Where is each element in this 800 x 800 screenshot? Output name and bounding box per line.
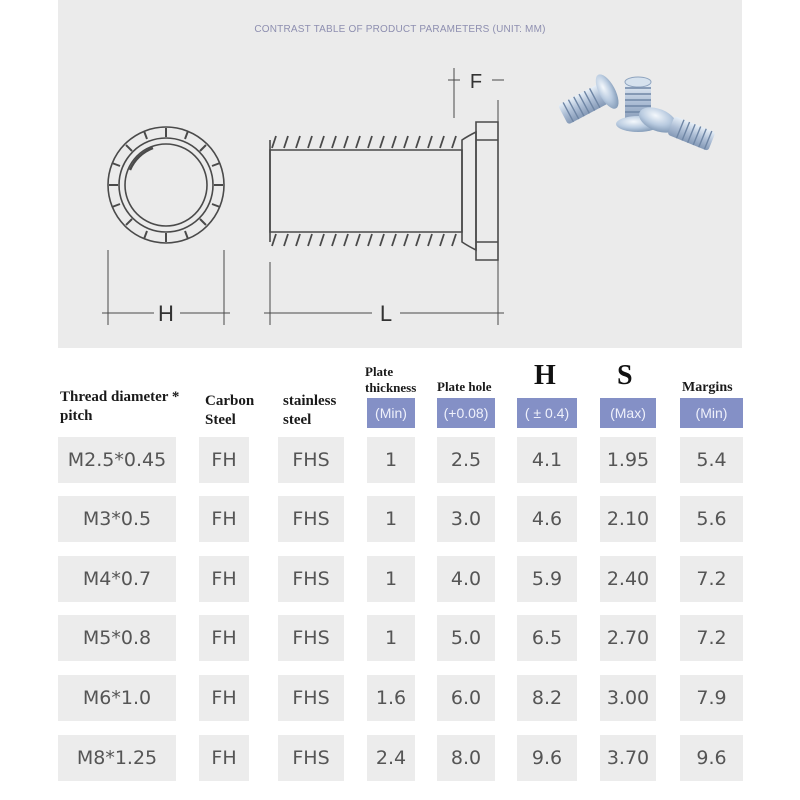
unit-s: (Max) <box>600 398 656 428</box>
dimension-label-f: F <box>469 71 483 93</box>
cell-carbon: FH <box>199 556 249 602</box>
header-h: H <box>534 360 556 391</box>
cell-margins: 9.6 <box>680 735 743 781</box>
diagram-title: CONTRAST TABLE OF PRODUCT PARAMETERS (UNIT: MM) <box>254 24 546 35</box>
cell-h: 9.6 <box>517 735 577 781</box>
cell-plate-hole: 3.0 <box>437 496 495 542</box>
cell-plate-hole: 2.5 <box>437 437 495 483</box>
dimension-label-h: H <box>158 301 174 326</box>
cell-carbon: FH <box>199 735 249 781</box>
cell-plate-hole: 5.0 <box>437 615 495 661</box>
cell-margins: 5.6 <box>680 496 743 542</box>
cell-h: 4.1 <box>517 437 577 483</box>
unit-h: ( ± 0.4) <box>517 398 577 428</box>
cell-stainless: FHS <box>278 437 344 483</box>
cell-plate-hole: 6.0 <box>437 675 495 721</box>
cell-margins: 5.4 <box>680 437 743 483</box>
cell-margins: 7.9 <box>680 675 743 721</box>
cell-s: 3.00 <box>600 675 656 721</box>
cell-thread: M6*1.0 <box>58 675 176 721</box>
cell-stainless: FHS <box>278 735 344 781</box>
cell-thread: M8*1.25 <box>58 735 176 781</box>
header-margins: Margins <box>682 380 733 395</box>
unit-plate-thickness: (Min) <box>367 398 415 428</box>
cell-s: 1.95 <box>600 437 656 483</box>
cell-s: 3.70 <box>600 735 656 781</box>
cell-carbon: FH <box>199 615 249 661</box>
end-view-drawing <box>102 127 230 325</box>
cell-thread: M5*0.8 <box>58 615 176 661</box>
cell-s: 2.70 <box>600 615 656 661</box>
cell-h: 4.6 <box>517 496 577 542</box>
cell-s: 2.40 <box>600 556 656 602</box>
cell-h: 5.9 <box>517 556 577 602</box>
cell-plate-thickness: 1.6 <box>367 675 415 721</box>
header-s: S <box>617 360 633 391</box>
cell-s: 2.10 <box>600 496 656 542</box>
cell-plate-hole: 4.0 <box>437 556 495 602</box>
product-photo <box>554 71 716 152</box>
unit-plate-hole: (+0.08) <box>437 398 495 428</box>
side-view-drawing <box>264 68 504 325</box>
cell-plate-thickness: 1 <box>367 556 415 602</box>
cell-plate-thickness: 1 <box>367 496 415 542</box>
cell-margins: 7.2 <box>680 556 743 602</box>
cell-plate-thickness: 2.4 <box>367 735 415 781</box>
cell-stainless: FHS <box>278 675 344 721</box>
dimension-label-l: L <box>379 301 393 326</box>
cell-stainless: FHS <box>278 496 344 542</box>
header-plate-thickness: Plate thickness <box>365 364 417 396</box>
header-plate-hole: Plate hole <box>437 379 492 394</box>
stud-drawing <box>58 0 742 348</box>
header-thread: Thread diameter * pitch <box>60 389 180 424</box>
cell-plate-thickness: 1 <box>367 615 415 661</box>
cell-plate-hole: 8.0 <box>437 735 495 781</box>
cell-plate-thickness: 1 <box>367 437 415 483</box>
header-stainless-steel: stainless steel <box>283 393 337 428</box>
cell-thread: M4*0.7 <box>58 556 176 602</box>
header-carbon-steel: Carbon Steel <box>205 393 255 428</box>
cell-h: 8.2 <box>517 675 577 721</box>
cell-carbon: FH <box>199 496 249 542</box>
cell-carbon: FH <box>199 437 249 483</box>
unit-margins: (Min) <box>680 398 743 428</box>
diagram-panel <box>58 0 742 348</box>
cell-thread: M2.5*0.45 <box>58 437 176 483</box>
cell-carbon: FH <box>199 675 249 721</box>
cell-stainless: FHS <box>278 556 344 602</box>
cell-h: 6.5 <box>517 615 577 661</box>
cell-margins: 7.2 <box>680 615 743 661</box>
cell-stainless: FHS <box>278 615 344 661</box>
cell-thread: M3*0.5 <box>58 496 176 542</box>
